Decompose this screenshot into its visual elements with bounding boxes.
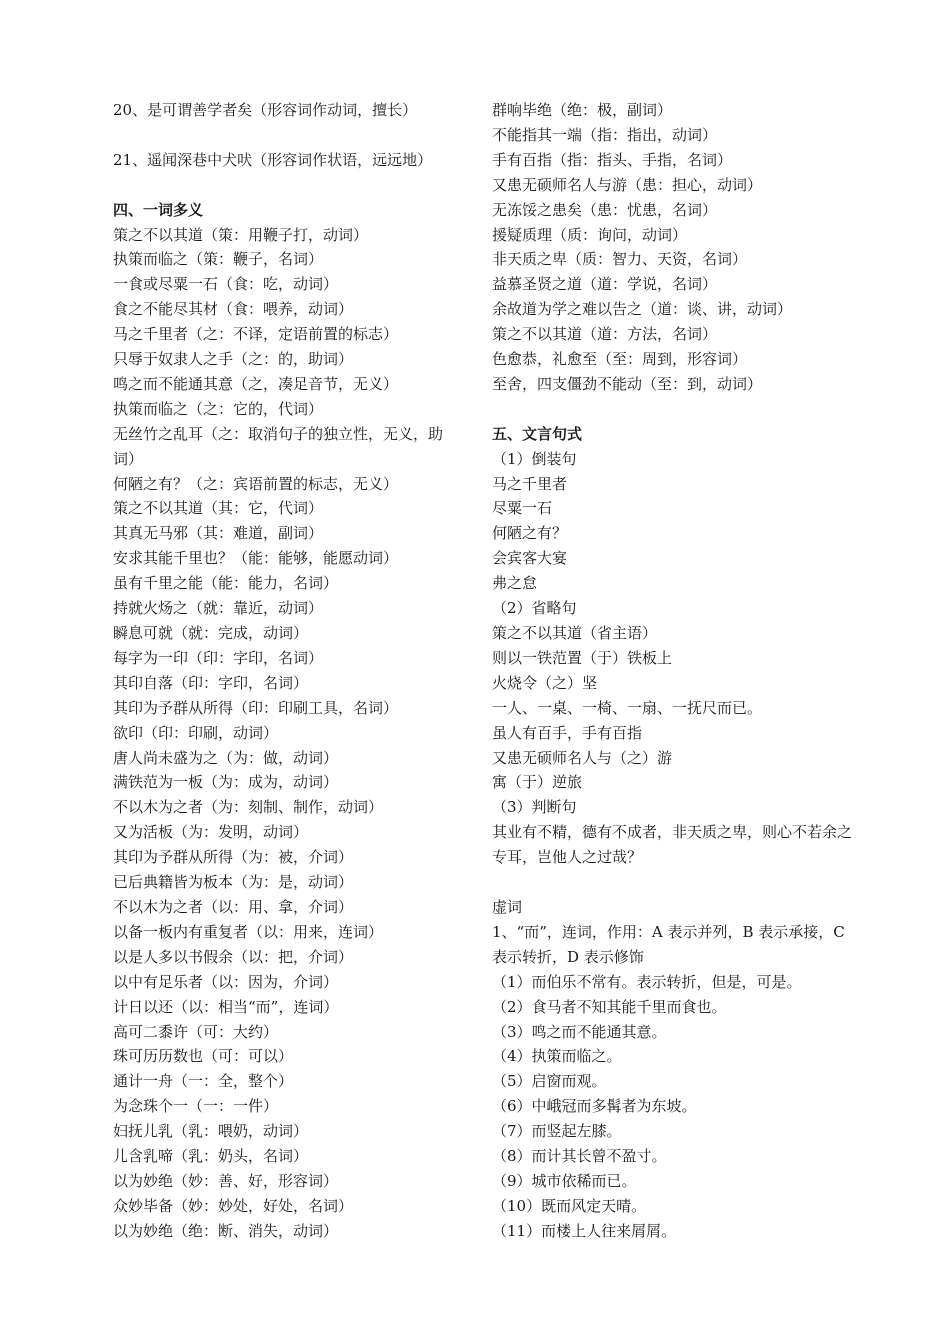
example-line: 已后典籍皆为板本（为：是，动词）	[113, 873, 354, 892]
example-line: 不以木为之者（为：刻制、制作，动词）	[113, 798, 384, 817]
example-line: 鸣之而不能通其意（之，凑足音节，无义）	[113, 374, 399, 393]
example-line: 执策而临之（策：鞭子，名词）	[113, 250, 324, 269]
example-line: 食之不能尽其材（食：喂养，动词）	[113, 300, 354, 319]
example-line: 不能指其一端（指：指出，动词）	[492, 125, 718, 144]
example-line: 策之不以其道（省主语）	[492, 624, 658, 643]
example-line: 其业有不精，德有不成者，非天质之卑，则心不若余之专耳，岂他人之过哉？	[492, 823, 853, 867]
example-line: 安求其能千里也？（能：能够，能愿动词）	[113, 549, 399, 568]
example-line: 又患无硕师名人与游（患：担心，动词）	[492, 175, 763, 194]
example-line: 虽有千里之能（能：能力，名词）	[113, 574, 339, 593]
example-line: （3）鸣之而不能通其意。	[492, 1022, 667, 1041]
example-line: （11）而楼上人往来屑屑。	[492, 1221, 677, 1240]
example-line: 持就火炀之（就：靠近，动词）	[113, 599, 324, 618]
left-column	[113, 98, 465, 1244]
example-line: 一人、一桌、一椅、一扇、一抚尺而已。	[492, 698, 763, 717]
example-line: （9）城市依稀而已。	[492, 1171, 637, 1190]
example-line: 策之不以其道（道：方法，名词）	[492, 325, 718, 344]
example-line: （1）而伯乐不常有。表示转折，但是，可是。	[492, 972, 802, 991]
example-line: 余故道为学之难以告之（道：谈、讲，动词）	[492, 300, 793, 319]
example-line: 无冻馁之患矣（患：忧患，名词）	[492, 200, 718, 219]
example-line: （10）既而风定天晴。	[492, 1196, 647, 1215]
example-line: 马之千里者（之：不译，定语前置的标志）	[113, 325, 399, 344]
example-line: 援疑质理（质：询问，动词）	[492, 225, 688, 244]
example-line: 20、是可谓善学者矣（形容词作动词，擅长）	[113, 101, 418, 119]
example-line: 至舍，四支僵劲不能动（至：到，动词）	[492, 374, 763, 393]
example-line: 1、“而”，连词，作用：A 表示并列，B 表示承接，C 表示转折，D 表示修饰	[492, 922, 845, 966]
example-line: 群响毕绝（绝：极，副词）	[492, 101, 673, 119]
example-line: 高可二黍许（可：大约）	[113, 1022, 279, 1041]
example-line: 尽粟一石	[492, 499, 553, 518]
example-line: 其真无马邪（其：难道，副词）	[113, 524, 324, 543]
section-heading-function-words: 虚词	[492, 897, 523, 916]
example-line: 妇抚儿乳（乳：喂奶，动词）	[113, 1122, 309, 1141]
example-line: 马之千里者	[492, 474, 568, 493]
example-line: 以是人多以书假余（以：把，介词）	[113, 947, 354, 966]
example-line: 又为活板（为：发明，动词）	[113, 823, 309, 842]
section-heading-polysemy: 四、一词多义	[113, 200, 204, 219]
example-line: 欲印（印：印刷，动词）	[113, 723, 279, 742]
example-line: 寓（于）逆旅	[492, 773, 583, 792]
example-line: （5）启窗而观。	[492, 1072, 607, 1091]
example-line: 一食或尽粟一石（食：吃，动词）	[113, 275, 339, 294]
example-line: 以备一板内有重复者（以：用来，连词）	[113, 922, 384, 941]
example-line: 每字为一印（印：字印，名词）	[113, 648, 324, 667]
example-line: 瞬息可就（就：完成，动词）	[113, 624, 309, 642]
example-line: 策之不以其道（其：它，代词）	[113, 499, 324, 518]
section-heading-sentence-patterns: 五、文言句式	[492, 424, 583, 443]
example-line: 通计一舟（一：全，整个）	[113, 1072, 294, 1091]
example-line: 以为妙绝（绝：断、消失，动词）	[113, 1221, 339, 1240]
example-line: （7）而竖起左膝。	[492, 1122, 622, 1141]
example-line: 执策而临之（之：它的，代词）	[113, 399, 324, 418]
example-line: 其印自落（印：字印，名词）	[113, 673, 309, 692]
example-line: 会宾客大宴	[492, 549, 568, 568]
example-line: 手有百指（指：指头、手指，名词）	[492, 150, 733, 169]
subheading-judgment: （3）判断句	[492, 798, 577, 817]
subheading-inversion: （1）倒装句	[492, 449, 577, 468]
subheading-ellipsis: （2）省略句	[492, 599, 577, 618]
example-line: 计日以还（以：相当“而”，连词）	[113, 997, 339, 1016]
example-line: 只辱于奴隶人之手（之：的，助词）	[113, 350, 354, 369]
example-line: 以为妙绝（妙：善、好，形容词）	[113, 1171, 339, 1190]
example-line: 为念珠个一（一：一件）	[113, 1097, 279, 1116]
example-line: 以中有足乐者（以：因为，介词）	[113, 972, 339, 991]
example-line: 又患无硕师名人与（之）游	[492, 748, 673, 767]
example-line: 益慕圣贤之道（道：学说，名词）	[492, 275, 718, 294]
example-line: 唐人尚未盛为之（为：做，动词）	[113, 748, 339, 767]
example-line: 其印为予群从所得（为：被，介词）	[113, 848, 354, 867]
example-line: 无丝竹之乱耳（之：取消句子的独立性，无义，助词）	[113, 424, 444, 468]
example-line: 儿含乳啼（乳：奶头，名词）	[113, 1147, 309, 1166]
example-line: 非天质之卑（质：智力、天资，名词）	[492, 250, 748, 269]
example-line: （4）执策而临之。	[492, 1047, 622, 1066]
example-line: 满铁范为一板（为：成为，动词）	[113, 773, 339, 792]
example-line: 策之不以其道（策：用鞭子打，动词）	[113, 225, 369, 244]
example-line: 则以一铁范置（于）铁板上	[492, 648, 673, 667]
example-line: 何陋之有？（之：宾语前置的标志，无义）	[113, 474, 399, 493]
example-line: 众妙毕备（妙：妙处，好处，名词）	[113, 1196, 354, 1215]
example-line: 火烧令（之）坚	[492, 673, 598, 692]
example-line: 其印为予群从所得（印：印刷工具，名词）	[113, 698, 399, 717]
example-line: 何陋之有？	[492, 524, 568, 543]
example-line: 虽人有百手，手有百指	[492, 723, 643, 742]
right-column	[492, 98, 864, 1244]
example-line: （2）食马者不知其能千里而食也。	[492, 997, 727, 1016]
example-line: （8）而计其长曾不盈寸。	[492, 1147, 667, 1166]
example-line: 色愈恭，礼愈至（至：周到，形容词）	[492, 350, 748, 369]
example-line: 21、遥闻深巷中犬吠（形容词作状语，远远地）	[113, 150, 433, 169]
example-line: 不以木为之者（以：用、拿，介词）	[113, 897, 354, 916]
example-line: （6）中峨冠而多髯者为东坡。	[492, 1097, 697, 1116]
example-line: 弗之怠	[492, 574, 538, 593]
example-line: 珠可历历数也（可：可以）	[113, 1047, 294, 1066]
